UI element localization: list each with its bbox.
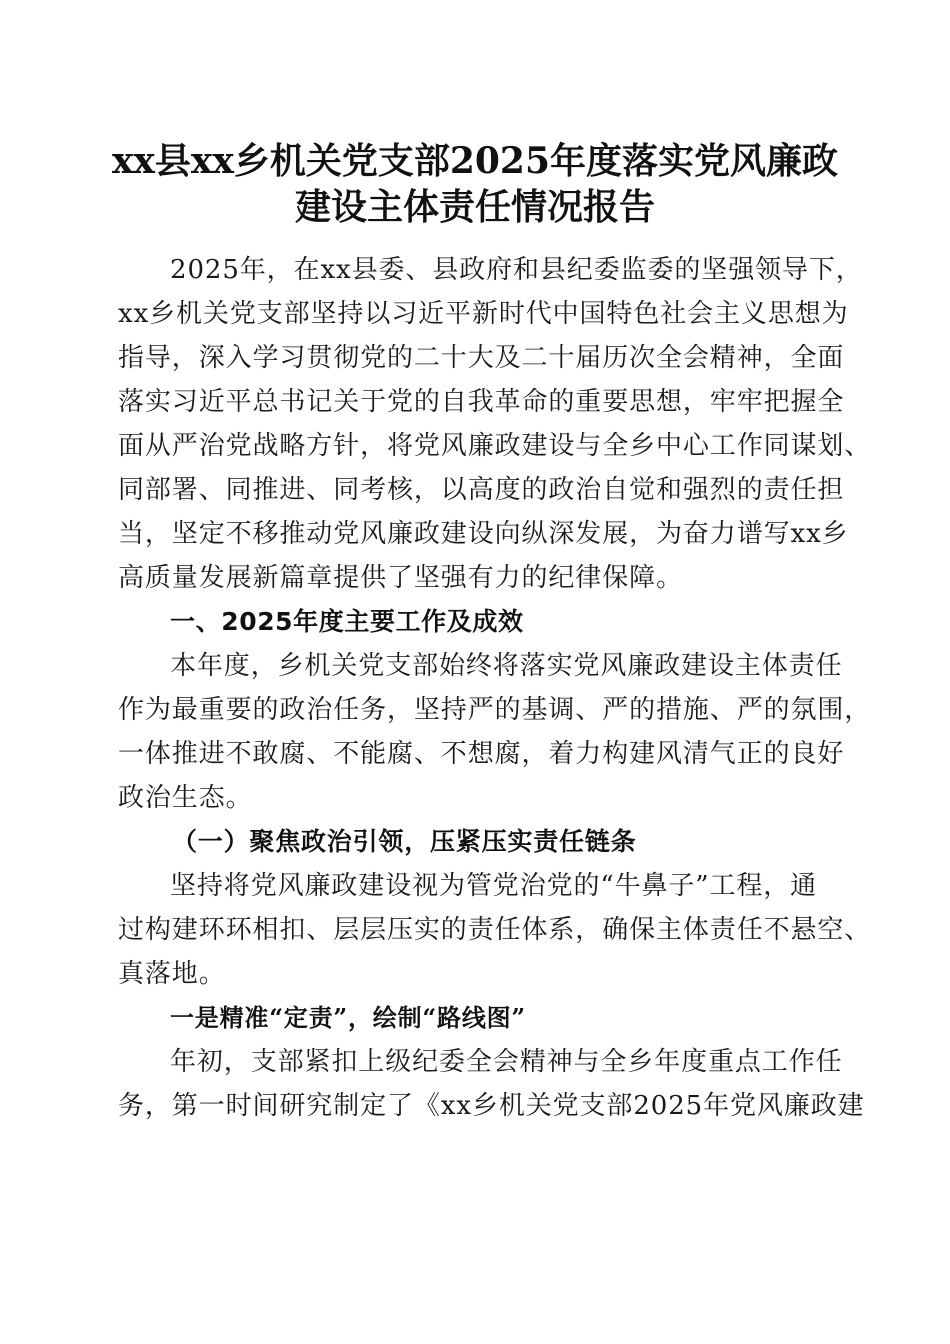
section-1-heading: 一、2025年度主要工作及成效 [170, 607, 524, 636]
intro-line: 指导，深入学习贯彻党的二十大及二十届历次全会精神，全面 [118, 343, 845, 373]
section-1-line: 作为最重要的政治任务，坚持严的基调、严的措施、严的氛围， [118, 695, 872, 725]
subsection-1-line: 坚持将党风廉政建设视为管党治党的“牛鼻子”工程，通 [170, 871, 818, 901]
intro-line: 面从严治党战略方针，将党风廉政建设与全乡中心工作同谋划、 [118, 431, 872, 461]
point-1-line: 年初，支部紧扣上级纪委全会精神与全乡年度重点工作任 [170, 1047, 843, 1077]
section-1-line: 本年度，乡机关党支部始终将落实党风廉政建设主体责任 [170, 651, 843, 681]
intro-line: 同部署、同推进、同考核，以高度的政治自觉和强烈的责任担 [118, 475, 845, 505]
subsection-1-line: 真落地。 [118, 959, 226, 989]
document-title-line-2: 建设主体责任情况报告 [294, 186, 655, 228]
section-1-line: 一体推进不敢腐、不能腐、不想腐，着力构建风清气正的良好 [118, 739, 845, 769]
intro-line: 当，坚定不移推动党风廉政建设向纵深发展，为奋力谱写xx乡 [118, 519, 849, 549]
section-1-line: 政治生态。 [118, 783, 253, 813]
intro-line: 落实习近平总书记关于党的自我革命的重要思想，牢牢把握全 [118, 387, 845, 417]
document-title-line-1: xx县xx乡机关党支部2025年度落实党风廉政 [111, 140, 839, 182]
intro-line: 2025年，在xx县委、县政府和县纪委监委的坚强领导下， [170, 255, 863, 285]
intro-line: 高质量发展新篇章提供了坚强有力的纪律保障。 [118, 563, 683, 593]
subsection-1-line: 过构建环环相扣、层层压实的责任体系，确保主体责任不悬空、 [118, 915, 872, 945]
point-1-line: 务，第一时间研究制定了《xx乡机关党支部2025年党风廉政建 [118, 1091, 865, 1121]
intro-line: xx乡机关党支部坚持以习近平新时代中国特色社会主义思想为 [118, 299, 849, 329]
subsection-1-heading: （一）聚焦政治引领，压紧压实责任链条 [172, 827, 637, 856]
point-1-heading: 一是精准“定责”，绘制“路线图” [170, 1003, 527, 1032]
